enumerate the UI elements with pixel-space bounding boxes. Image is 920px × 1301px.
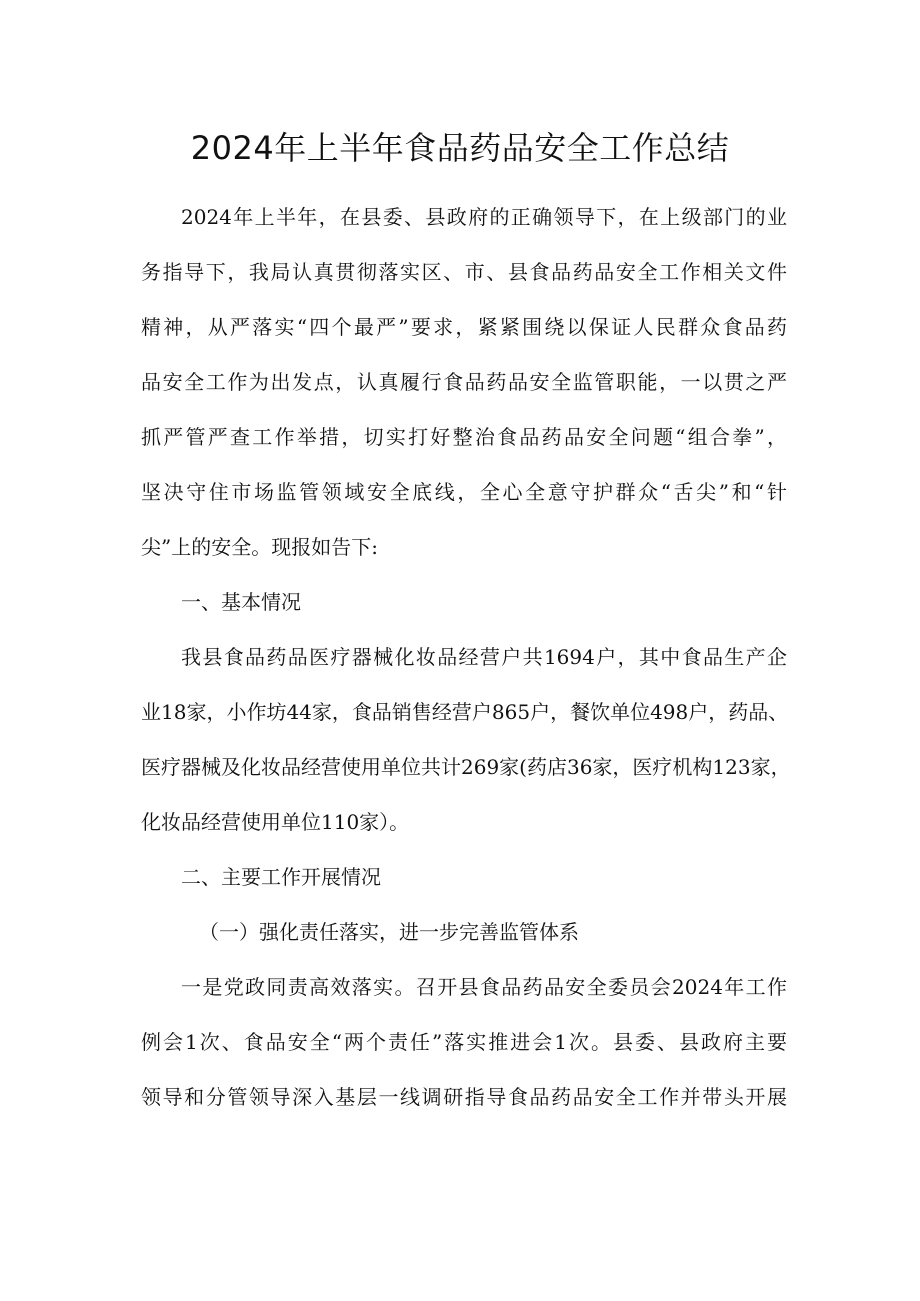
section-heading: 二、主要工作开展情况 <box>181 865 381 889</box>
paragraph-line: 领导和分管领导深入基层一线调研指导食品药品安全工作并带头开展 <box>141 1085 787 1109</box>
paragraph-line: 我县食品药品医疗器械化妆品经营户共1694户，其中食品生产企 <box>181 645 787 669</box>
document-title: 2024年上半年食品药品安全工作总结 <box>190 129 730 167</box>
paragraph-line: 业18家，小作坊44家，食品销售经营户865户，餐饮单位498户，药品、 <box>141 700 789 724</box>
paragraph-line: 尖”上的安全。现报如告下: <box>141 535 378 559</box>
paragraph-line: 医疗器械及化妆品经营使用单位共计269家(药店36家，医疗机构123家， <box>141 755 791 779</box>
paragraph-line: 化妆品经营使用单位110家）。 <box>141 810 410 834</box>
paragraph-line: 例会1次、食品安全“两个责任”落实推进会1次。县委、县政府主要 <box>141 1030 787 1054</box>
section-heading: 一、基本情况 <box>181 590 301 614</box>
document-body <box>141 190 791 1125</box>
paragraph-line: 一是党政同责高效落实。召开县食品药品安全委员会2024年工作 <box>181 975 787 999</box>
paragraph-line: 抓严管严查工作举措，切实打好整治食品药品安全问题“组合拳”， <box>141 425 787 449</box>
paragraph-line: 品安全工作为出发点，认真履行食品药品安全监管职能，一以贯之严 <box>141 370 787 394</box>
paragraph-line: 精神，从严落实“四个最严”要求，紧紧围绕以保证人民群众食品药 <box>141 315 787 339</box>
paragraph-line: 坚决守住市场监管领域安全底线，全心全意守护群众“舌尖”和“针 <box>141 480 787 504</box>
paragraph-line: 务指导下，我局认真贯彻落实区、市、县食品药品安全工作相关文件 <box>141 260 787 284</box>
subsection-heading: （一）强化责任落实，进一步完善监管体系 <box>199 920 579 944</box>
paragraph-line: 2024年上半年，在县委、县政府的正确领导下，在上级部门的业 <box>181 205 787 229</box>
